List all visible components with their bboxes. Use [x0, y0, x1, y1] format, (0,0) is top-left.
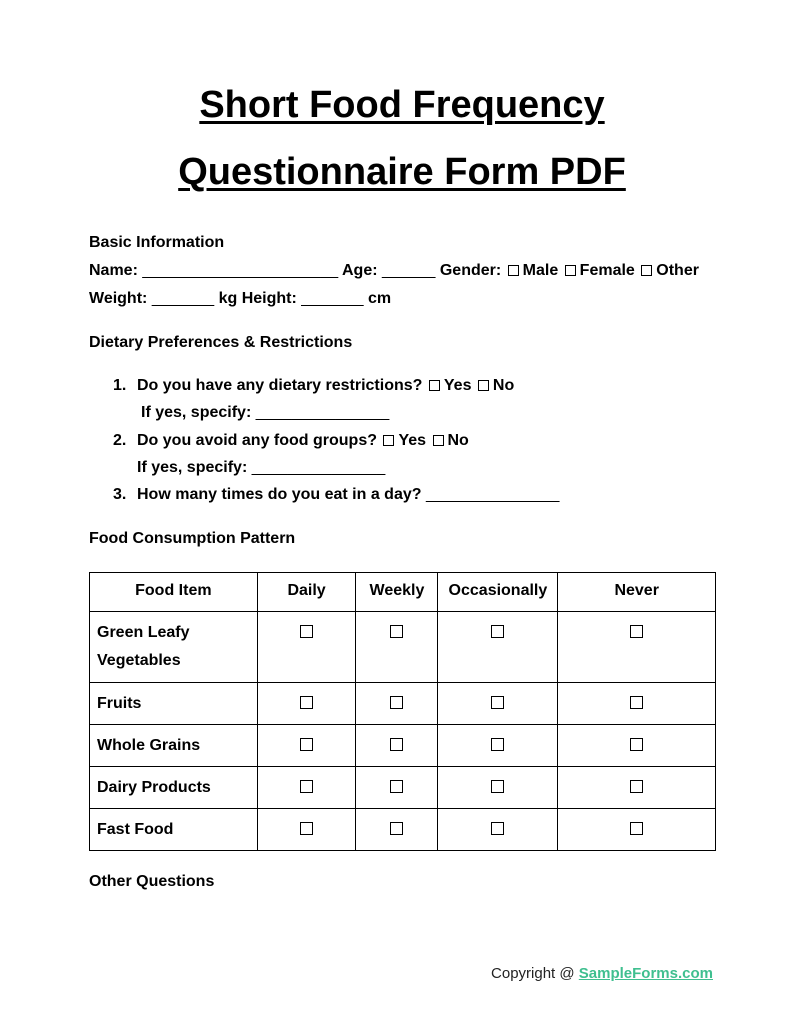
occasionally-checkbox[interactable] — [491, 696, 504, 709]
question-2-followup — [137, 458, 385, 478]
never-checkbox[interactable] — [630, 738, 643, 751]
question-2 — [113, 431, 469, 451]
question-1-no-label: No — [492, 377, 515, 394]
gender-male-label: Male — [522, 262, 559, 279]
column-header-occasionally: Occasionally — [438, 573, 558, 612]
question-1-specify-field[interactable]: _______________ — [255, 404, 390, 421]
question-2-no-label: No — [447, 432, 469, 449]
daily-checkbox[interactable] — [300, 696, 313, 709]
question-1-yes-label: Yes — [443, 377, 472, 394]
name-field[interactable]: ______________________ — [142, 262, 339, 279]
basic-info-row-2 — [89, 289, 391, 309]
weekly-checkbox[interactable] — [390, 822, 403, 835]
question-2-yes-checkbox[interactable] — [383, 435, 394, 446]
question-3 — [113, 485, 559, 505]
question-2-yes-label: Yes — [398, 432, 427, 449]
column-header-food-item: Food Item — [90, 573, 258, 612]
question-1-followup — [141, 403, 389, 423]
copyright-footer — [491, 965, 713, 982]
basic-info-heading: Basic Information — [89, 234, 225, 251]
food-frequency-table — [89, 572, 716, 851]
food-item-name: Fast Food — [90, 809, 258, 851]
consumption-heading: Food Consumption Pattern — [89, 530, 296, 547]
copyright-text: Copyright @ — [491, 965, 575, 982]
column-header-never: Never — [558, 573, 716, 612]
daily-checkbox[interactable] — [300, 625, 313, 638]
gender-label: Gender: — [439, 262, 502, 279]
gender-female-label: Female — [579, 262, 635, 279]
age-label: Age: — [341, 262, 378, 279]
weekly-checkbox[interactable] — [390, 696, 403, 709]
weekly-checkbox[interactable] — [390, 738, 403, 751]
name-label: Name: — [89, 262, 138, 279]
occasionally-checkbox[interactable] — [491, 738, 504, 751]
height-field[interactable]: _______ — [301, 290, 364, 307]
page-title-line-2: Questionnaire Form PDF — [178, 151, 626, 193]
question-2-no-checkbox[interactable] — [433, 435, 444, 446]
table-row — [90, 725, 716, 767]
daily-checkbox[interactable] — [300, 822, 313, 835]
question-3-number: 3. — [113, 486, 127, 503]
food-item-name: Green Leafy Vegetables — [90, 612, 258, 683]
page-title-line-1: Short Food Frequency — [199, 84, 605, 126]
table-row — [90, 683, 716, 725]
never-checkbox[interactable] — [630, 780, 643, 793]
question-2-followup-label: If yes, specify: — [137, 459, 248, 476]
question-1 — [113, 376, 514, 396]
dietary-heading: Dietary Preferences & Restrictions — [89, 334, 353, 351]
food-item-name: Whole Grains — [90, 725, 258, 767]
weekly-checkbox[interactable] — [390, 625, 403, 638]
weekly-checkbox[interactable] — [390, 780, 403, 793]
height-unit: cm — [368, 290, 392, 307]
question-2-number: 2. — [113, 432, 127, 449]
basic-info-row-1 — [89, 261, 699, 281]
question-1-text: Do you have any dietary restrictions? — [137, 377, 423, 394]
gender-other-label: Other — [656, 262, 699, 279]
question-1-no-checkbox[interactable] — [478, 380, 489, 391]
table-row — [90, 612, 716, 683]
column-header-weekly: Weekly — [356, 573, 438, 612]
height-label: Height: — [241, 290, 297, 307]
occasionally-checkbox[interactable] — [491, 822, 504, 835]
question-2-text: Do you avoid any food groups? — [137, 432, 377, 449]
never-checkbox[interactable] — [630, 696, 643, 709]
brand-link[interactable]: SampleForms.com — [578, 965, 713, 982]
daily-checkbox[interactable] — [300, 738, 313, 751]
table-row — [90, 767, 716, 809]
gender-other-checkbox[interactable] — [641, 265, 652, 276]
column-header-daily: Daily — [257, 573, 356, 612]
daily-checkbox[interactable] — [300, 780, 313, 793]
never-checkbox[interactable] — [630, 822, 643, 835]
other-questions-heading: Other Questions — [89, 873, 215, 890]
question-1-followup-label: If yes, specify: — [141, 404, 252, 421]
gender-female-checkbox[interactable] — [565, 265, 576, 276]
occasionally-checkbox[interactable] — [491, 780, 504, 793]
question-2-specify-field[interactable]: _______________ — [251, 459, 386, 476]
question-3-answer-field[interactable]: _______________ — [425, 486, 560, 503]
weight-label: Weight: — [89, 290, 148, 307]
weight-unit: kg — [218, 290, 238, 307]
question-3-text: How many times do you eat in a day? — [137, 486, 422, 503]
gender-male-checkbox[interactable] — [508, 265, 519, 276]
question-1-yes-checkbox[interactable] — [429, 380, 440, 391]
never-checkbox[interactable] — [630, 625, 643, 638]
weight-field[interactable]: _______ — [151, 290, 215, 307]
age-field[interactable]: ______ — [382, 262, 436, 279]
occasionally-checkbox[interactable] — [491, 625, 504, 638]
table-header-row — [90, 573, 716, 612]
table-row — [90, 809, 716, 851]
food-item-name: Fruits — [90, 683, 258, 725]
food-item-name: Dairy Products — [90, 767, 258, 809]
question-1-number: 1. — [113, 377, 127, 394]
